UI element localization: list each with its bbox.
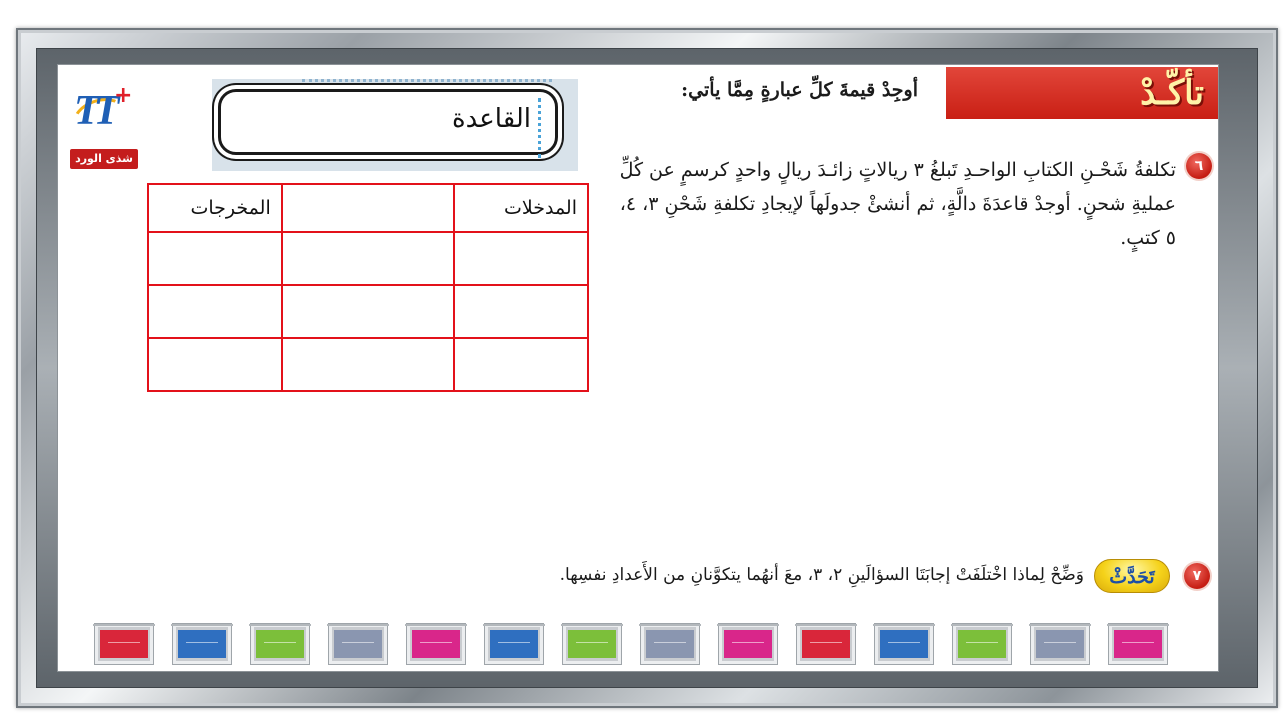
table-cell[interactable] bbox=[454, 232, 588, 285]
logo-sub-label: شذى الورد bbox=[70, 149, 138, 169]
question-6-text: تكلفةُ شَحْـنِ الكتابِ الواحـدِ تَبلغُ ٣ ريالاتٍ زائـدَ ريالٍ واحدٍ كرسمٍ عن كُلِّ عمليةِ شحنٍ. أوجدْ قاعدَةَ دالَّةٍ، ثم أنشئْ جدولَهاً لإيجادِ تكلفةِ شَحْنِ ٣، ٤، ٥ كتبٍ. bbox=[619, 159, 1176, 249]
book-fill bbox=[1114, 630, 1162, 658]
table-cell[interactable] bbox=[282, 338, 455, 391]
book-roof bbox=[561, 616, 623, 626]
book-roof bbox=[795, 616, 857, 626]
table-cell[interactable] bbox=[282, 285, 455, 338]
book-fill bbox=[802, 630, 850, 658]
book-line bbox=[810, 642, 842, 643]
book-icon bbox=[250, 623, 310, 665]
book-line bbox=[888, 642, 920, 643]
header-title: تأكّـدْ bbox=[1140, 73, 1204, 113]
book-fill bbox=[958, 630, 1006, 658]
book-roof bbox=[327, 616, 389, 626]
book-line bbox=[342, 642, 374, 643]
book-icon bbox=[1030, 623, 1090, 665]
book-roof bbox=[951, 616, 1013, 626]
instruction-text: أوجِدْ قيمةَ كلِّ عبارةٍ مِمَّا يأتي: bbox=[681, 79, 918, 101]
book-fill bbox=[412, 630, 460, 658]
rule-panel bbox=[212, 79, 578, 171]
book-roof bbox=[171, 616, 233, 626]
table-cell[interactable] bbox=[282, 232, 455, 285]
book-icon bbox=[328, 623, 388, 665]
book-line bbox=[498, 642, 530, 643]
book-roof bbox=[717, 616, 779, 626]
book-line bbox=[108, 642, 140, 643]
book-line bbox=[732, 642, 764, 643]
book-icon bbox=[484, 623, 544, 665]
book-icon bbox=[172, 623, 232, 665]
book-fill bbox=[100, 630, 148, 658]
book-roof bbox=[873, 616, 935, 626]
table-header-middle bbox=[282, 184, 455, 232]
book-fill bbox=[646, 630, 694, 658]
slide-page bbox=[57, 64, 1219, 672]
book-roof bbox=[405, 616, 467, 626]
rule-dots bbox=[302, 79, 552, 82]
logo-mark: TT bbox=[74, 88, 114, 134]
book-icon bbox=[952, 623, 1012, 665]
book-icon bbox=[796, 623, 856, 665]
table-row bbox=[148, 232, 588, 285]
book-icon bbox=[1108, 623, 1168, 665]
book-roof bbox=[1107, 616, 1169, 626]
book-fill bbox=[568, 630, 616, 658]
book-fill bbox=[1036, 630, 1084, 658]
book-fill bbox=[724, 630, 772, 658]
question-6-number-badge: ٦ bbox=[1186, 153, 1212, 179]
table-header-row bbox=[148, 184, 588, 232]
table-header-outputs: المخرجات bbox=[148, 184, 282, 232]
book-line bbox=[420, 642, 452, 643]
table-cell[interactable] bbox=[454, 338, 588, 391]
book-icon bbox=[874, 623, 934, 665]
table-header-inputs: المدخلات bbox=[454, 184, 588, 232]
book-fill bbox=[880, 630, 928, 658]
talk-badge: تَحَدَّثْ bbox=[1094, 559, 1170, 593]
rule-box[interactable] bbox=[218, 89, 558, 155]
input-output-table bbox=[147, 183, 589, 392]
question-7-text: وَضِّحْ لِماذا اخْتلَفَتْ إجابَتَا السؤالَينِ ٢، ٣، معَ أنهُما يتكوَّنانِ من الأَعدادِ نفسِها. bbox=[559, 565, 1084, 585]
book-icon bbox=[562, 623, 622, 665]
book-icon bbox=[94, 623, 154, 665]
rule-label: القاعدة bbox=[451, 104, 531, 134]
book-roof bbox=[1029, 616, 1091, 626]
book-line bbox=[186, 642, 218, 643]
book-roof bbox=[483, 616, 545, 626]
book-line bbox=[1044, 642, 1076, 643]
book-roof bbox=[93, 616, 155, 626]
table-cell[interactable] bbox=[148, 232, 282, 285]
book-strip-decoration bbox=[94, 623, 1184, 669]
publisher-logo bbox=[70, 83, 142, 175]
book-roof bbox=[249, 616, 311, 626]
book-line bbox=[1122, 642, 1154, 643]
header-banner bbox=[946, 67, 1218, 119]
rule-dot-divider bbox=[538, 98, 541, 158]
question-7-number-badge: ٧ bbox=[1184, 563, 1210, 589]
table-cell[interactable] bbox=[454, 285, 588, 338]
book-icon bbox=[640, 623, 700, 665]
table-cell[interactable] bbox=[148, 338, 282, 391]
book-fill bbox=[256, 630, 304, 658]
book-fill bbox=[490, 630, 538, 658]
book-line bbox=[654, 642, 686, 643]
book-line bbox=[264, 642, 296, 643]
book-roof bbox=[639, 616, 701, 626]
book-icon bbox=[718, 623, 778, 665]
book-fill bbox=[178, 630, 226, 658]
book-icon bbox=[406, 623, 466, 665]
book-fill bbox=[334, 630, 382, 658]
logo-plus-icon: + bbox=[114, 83, 133, 108]
book-line bbox=[966, 642, 998, 643]
table-row bbox=[148, 338, 588, 391]
table-row bbox=[148, 285, 588, 338]
table-cell[interactable] bbox=[148, 285, 282, 338]
book-line bbox=[576, 642, 608, 643]
